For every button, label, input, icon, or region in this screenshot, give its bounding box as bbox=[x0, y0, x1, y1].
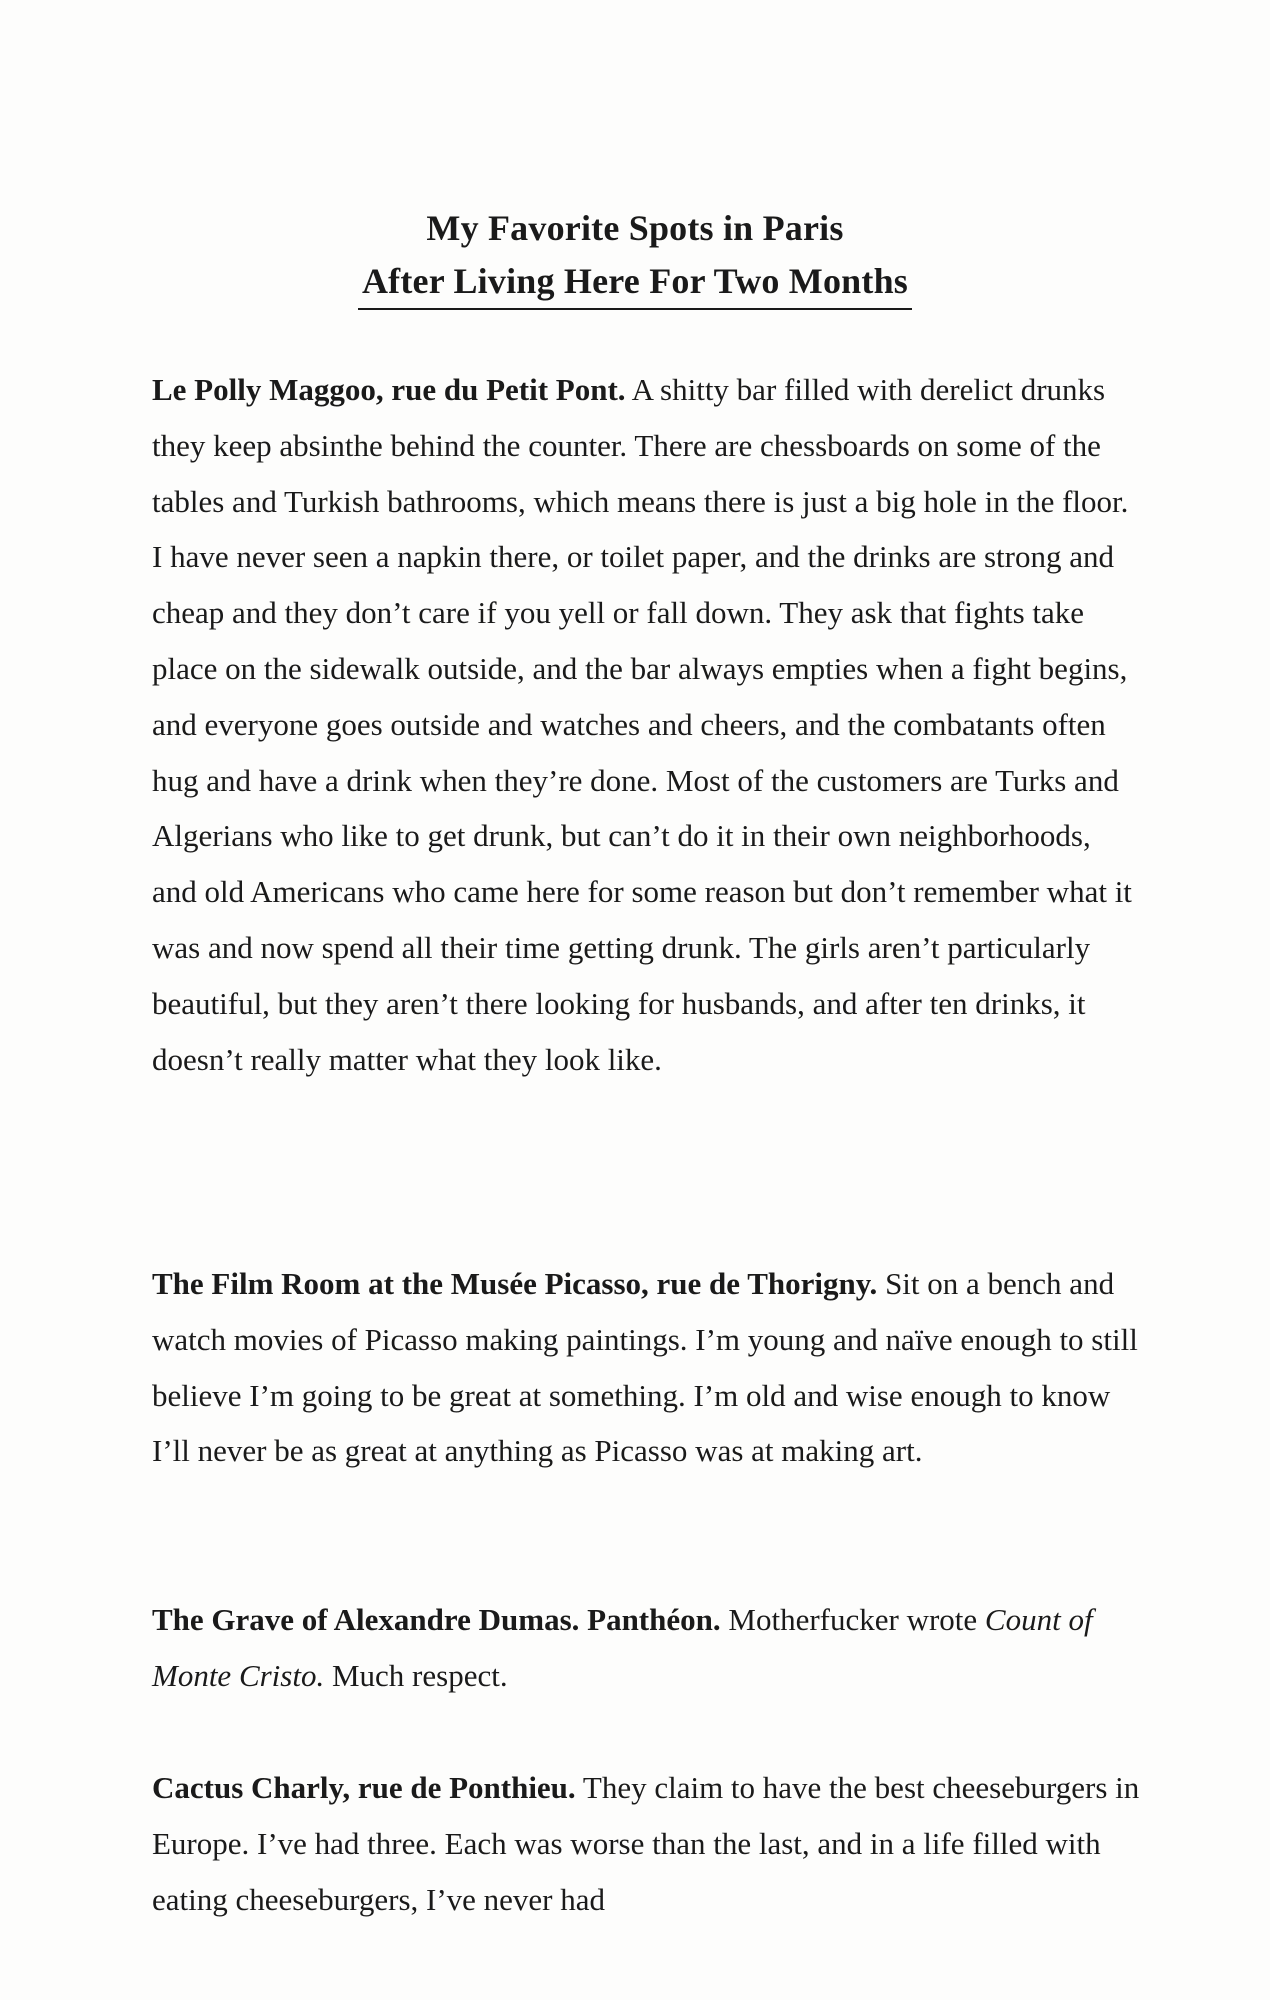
entry-text: They claim to have the best cheeseburgers in Europe. I’ve had three. Each was worse than the last, and in a life filled with eating cheeseburgers, I’ve never had bbox=[152, 1770, 1140, 1917]
entry-name: The Film Room at the Musée Picasso, rue de Thorigny. bbox=[152, 1266, 878, 1301]
entry-text: Much respect. bbox=[324, 1657, 508, 1693]
entry-text: Motherfucker wrote bbox=[720, 1602, 985, 1637]
entry-cactus-charly bbox=[152, 1760, 1142, 1927]
entry-name: Cactus Charly, rue de Ponthieu. bbox=[152, 1770, 576, 1805]
title-line-2: After Living Here For Two Months bbox=[358, 256, 912, 310]
entry-text: A shitty bar filled with derelict drunks they keep absinthe behind the counter. There are chessboards on some of the tables and Turkish bathrooms, which means there is just a big hole in the floor. I have never seen a napkin there, or toilet paper, and the drinks are strong and cheap and they don’t care if you yell or fall down. They ask that fights take place on the sidewalk outside, and the bar always empties when a fight begins, and everyone goes outside and watches and cheers, and the combatants often hug and have a drink when they’re done. Most of the customers are Turks and Algerians who like to get drunk, but can’t do it in their own neighborhoods, and old Americans who came here for some reason but don’t remember what it was and now spend all their time getting drunk. The girls aren’t particularly beautiful, but they aren’t there looking for husbands, and after ten drinks, it doesn’t really matter what they look like. bbox=[152, 372, 1132, 1077]
page-title bbox=[0, 200, 1270, 310]
entry-polly-maggoo bbox=[152, 362, 1142, 1087]
title-line-1: My Favorite Spots in Paris bbox=[426, 208, 844, 248]
entry-name: Le Polly Maggoo, rue du Petit Pont. bbox=[152, 372, 626, 407]
work-title: Count of Monte Cristo. bbox=[152, 1602, 1093, 1693]
entry-dumas-grave bbox=[152, 1592, 1142, 1704]
entry-text: Sit on a bench and watch movies of Picasso making paintings. I’m young and naïve enough to still believe I’m going to be great at something. I’m old and wise enough to know I’ll never be as great at anything as Picasso was at making art. bbox=[152, 1266, 1138, 1469]
entry-musee-picasso bbox=[152, 1256, 1142, 1479]
entry-name: The Grave of Alexandre Dumas. Panthéon. bbox=[152, 1602, 721, 1637]
